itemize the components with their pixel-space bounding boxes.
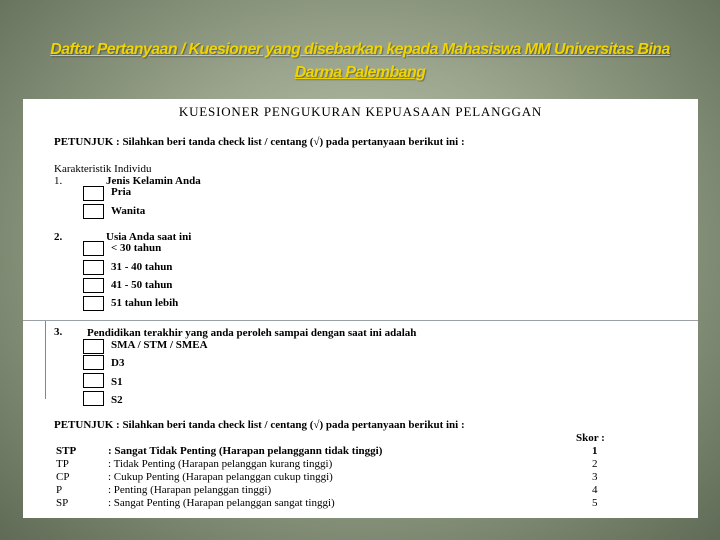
scale-row-p	[56, 484, 676, 496]
scale-code: CP	[56, 471, 70, 483]
scale-code: STP	[56, 445, 77, 457]
scale-description: : Tidak Penting (Harapan pelanggan kurang tinggi)	[108, 458, 333, 470]
scale-description: : Penting (Harapan pelanggan tinggi)	[108, 484, 272, 496]
checkbox-age-51-plus[interactable]	[83, 296, 104, 311]
option-age-51-plus: 51 tahun lebih	[111, 297, 179, 309]
scale-score: 2	[592, 458, 598, 470]
section-border-left	[45, 321, 46, 399]
slide-title-line-1: Daftar Pertanyaan / Kuesioner yang disebarkan kepada Mahasiswa MM Universitas Bina	[50, 41, 670, 58]
slide-title-line-2: Darma Palembang	[294, 64, 426, 81]
option-age-under-30: < 30 tahun	[111, 242, 162, 254]
scale-code: TP	[56, 458, 69, 470]
option-s1: S1	[111, 376, 123, 388]
scale-code: P	[56, 484, 63, 496]
checkbox-sma[interactable]	[83, 339, 104, 354]
q3-label: Pendidikan terakhir yang anda peroleh sampai dengan saat ini adalah	[87, 327, 417, 339]
q3-number: 3.	[54, 326, 63, 338]
checkbox-age-41-50[interactable]	[83, 278, 104, 293]
scale-score: 3	[592, 471, 598, 483]
scale-score: 4	[592, 484, 598, 496]
option-s2: S2	[111, 394, 123, 406]
scale-row-tp	[56, 458, 676, 470]
checkbox-d3[interactable]	[83, 355, 104, 370]
instruction-2: PETUNJUK : Silahkan beri tanda check list / centang (√) pada pertanyaan berikut ini :	[54, 419, 465, 431]
scale-row-sp	[56, 497, 676, 509]
scale-row-stp	[56, 445, 676, 457]
option-sma: SMA / STM / SMEA	[111, 339, 208, 351]
scale-description: : Sangat Penting (Harapan pelanggan sangat tinggi)	[108, 497, 335, 509]
checkbox-wanita[interactable]	[83, 204, 104, 219]
score-header: Skor :	[576, 432, 605, 444]
q2-number: 2.	[54, 231, 63, 243]
checkbox-age-under-30[interactable]	[83, 241, 104, 256]
instruction-1: PETUNJUK : Silahkan beri tanda check list / centang (√) pada pertanyaan berikut ini :	[54, 136, 465, 148]
option-wanita: Wanita	[111, 205, 146, 217]
scale-description: : Sangat Tidak Penting (Harapan pelanggann tidak tinggi)	[108, 445, 383, 457]
scale-score: 5	[592, 497, 598, 509]
document-title: KUESIONER PENGUKURAN KEPUASAAN PELANGGAN	[178, 104, 543, 119]
option-age-31-40: 31 - 40 tahun	[111, 261, 173, 273]
scale-code: SP	[56, 497, 69, 509]
option-age-41-50: 41 - 50 tahun	[111, 279, 173, 291]
section-heading: Karakteristik Individu	[54, 163, 152, 175]
scale-row-cp	[56, 471, 676, 483]
q1-number: 1.	[54, 175, 63, 187]
checkbox-pria[interactable]	[83, 186, 104, 201]
checkbox-s1[interactable]	[83, 373, 104, 388]
scale-score: 1	[592, 445, 598, 457]
option-d3: D3	[111, 357, 125, 369]
questionnaire-document	[23, 99, 698, 518]
q1-label: Jenis Kelamin Anda	[106, 175, 201, 187]
option-pria: Pria	[111, 186, 132, 198]
section-divider	[23, 320, 698, 321]
checkbox-s2[interactable]	[83, 391, 104, 406]
q2-label: Usia Anda saat ini	[106, 231, 192, 243]
scale-description: : Cukup Penting (Harapan pelanggan cukup tinggi)	[108, 471, 333, 483]
checkbox-age-31-40[interactable]	[83, 260, 104, 275]
slide-title	[0, 38, 720, 84]
